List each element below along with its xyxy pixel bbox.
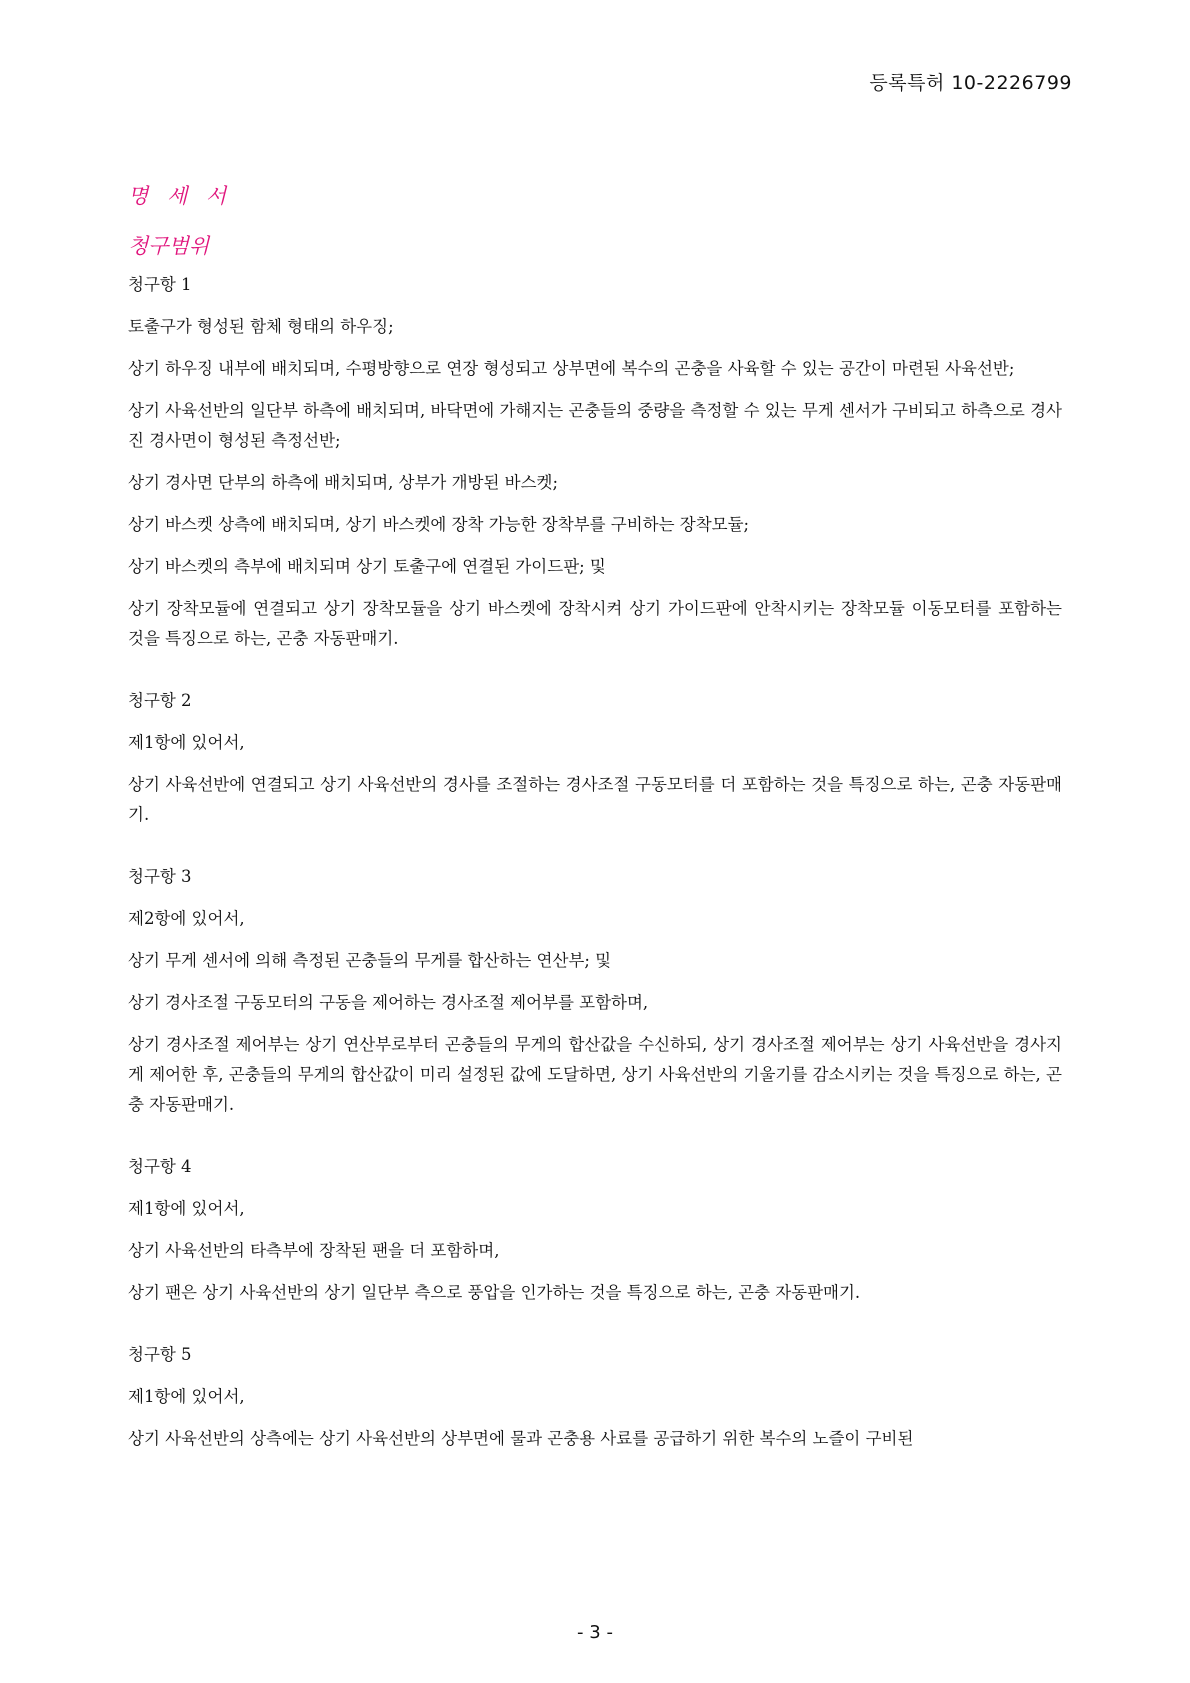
claim-1 — [128, 270, 1062, 654]
claim-paragraph: 제1항에 있어서, — [128, 733, 245, 752]
claim-paragraph: 상기 장착모듈에 연결되고 상기 장착모듈을 상기 바스켓에 장착시켜 상기 가이드판에 안착시키는 장착모듈 이동모터를 포함하는 것을 특징으로 하는, 곤충 자동판매기. — [128, 599, 1062, 648]
claim-paragraph: 상기 무게 센서에 의해 측정된 곤충들의 무게를 합산하는 연산부; 및 — [128, 951, 612, 970]
claim-paragraph: 상기 사육선반의 타측부에 장착된 팬을 더 포함하며, — [128, 1241, 500, 1260]
claim-paragraph: 상기 바스켓 상측에 배치되며, 상기 바스켓에 장착 가능한 장착부를 구비하는 장착모듈; — [128, 515, 750, 534]
claim-paragraph: 상기 사육선반의 상측에는 상기 사육선반의 상부면에 물과 곤충용 사료를 공급하기 위한 복수의 노즐이 구비된 — [128, 1429, 914, 1448]
claim-heading: 청구항 5 — [128, 1345, 192, 1364]
claim-paragraph: 제1항에 있어서, — [128, 1387, 245, 1406]
claim-paragraph: 상기 경사면 단부의 하측에 배치되며, 상부가 개방된 바스켓; — [128, 473, 559, 492]
claim-5 — [128, 1340, 1062, 1454]
claim-paragraph: 상기 경사조절 제어부는 상기 연산부로부터 곤충들의 무게의 합산값을 수신하되, 상기 경사조절 제어부는 상기 사육선반을 경사지게 제어한 후, 곤충들의 무게의 합산값이 미리 설정된 값에 도달하면, 상기 사육선반의 기울기를 감소시키는 것을 특징으로 하는, 곤충 자동판매기. — [128, 1035, 1062, 1114]
claim-paragraph: 제1항에 있어서, — [128, 1199, 245, 1218]
claims-body — [128, 270, 1062, 1486]
claim-paragraph: 상기 경사조절 구동모터의 구동을 제어하는 경사조절 제어부를 포함하며, — [128, 993, 649, 1012]
claim-paragraph: 상기 하우징 내부에 배치되며, 수평방향으로 연장 형성되고 상부면에 복수의 곤충을 사육할 수 있는 공간이 마련된 사육선반; — [128, 359, 1015, 378]
claim-4 — [128, 1152, 1062, 1308]
claim-heading: 청구항 2 — [128, 691, 192, 710]
claim-heading: 청구항 4 — [128, 1157, 192, 1176]
claim-2 — [128, 686, 1062, 830]
claim-heading: 청구항 1 — [128, 275, 192, 294]
claim-3 — [128, 862, 1062, 1120]
section-title: 청구범위 — [128, 234, 210, 258]
document-title: 명 세 서 — [128, 184, 233, 208]
claim-paragraph: 상기 사육선반의 일단부 하측에 배치되며, 바닥면에 가해지는 곤충들의 중량을 측정할 수 있는 무게 센서가 구비되고 하측으로 경사진 경사면이 형성된 측정선반; — [128, 401, 1062, 450]
patent-number: 등록특허 10-2226799 — [869, 72, 1072, 94]
page-number: - 3 - — [577, 1622, 613, 1643]
claim-paragraph: 토출구가 형성된 함체 형태의 하우징; — [128, 317, 394, 336]
claim-paragraph: 상기 바스켓의 측부에 배치되며 상기 토출구에 연결된 가이드판; 및 — [128, 557, 606, 576]
claim-heading: 청구항 3 — [128, 867, 192, 886]
claim-paragraph: 상기 사육선반에 연결되고 상기 사육선반의 경사를 조절하는 경사조절 구동모터를 더 포함하는 것을 특징으로 하는, 곤충 자동판매기. — [128, 775, 1062, 824]
claim-paragraph: 상기 팬은 상기 사육선반의 상기 일단부 측으로 풍압을 인가하는 것을 특징으로 하는, 곤충 자동판매기. — [128, 1283, 861, 1302]
claim-paragraph: 제2항에 있어서, — [128, 909, 245, 928]
